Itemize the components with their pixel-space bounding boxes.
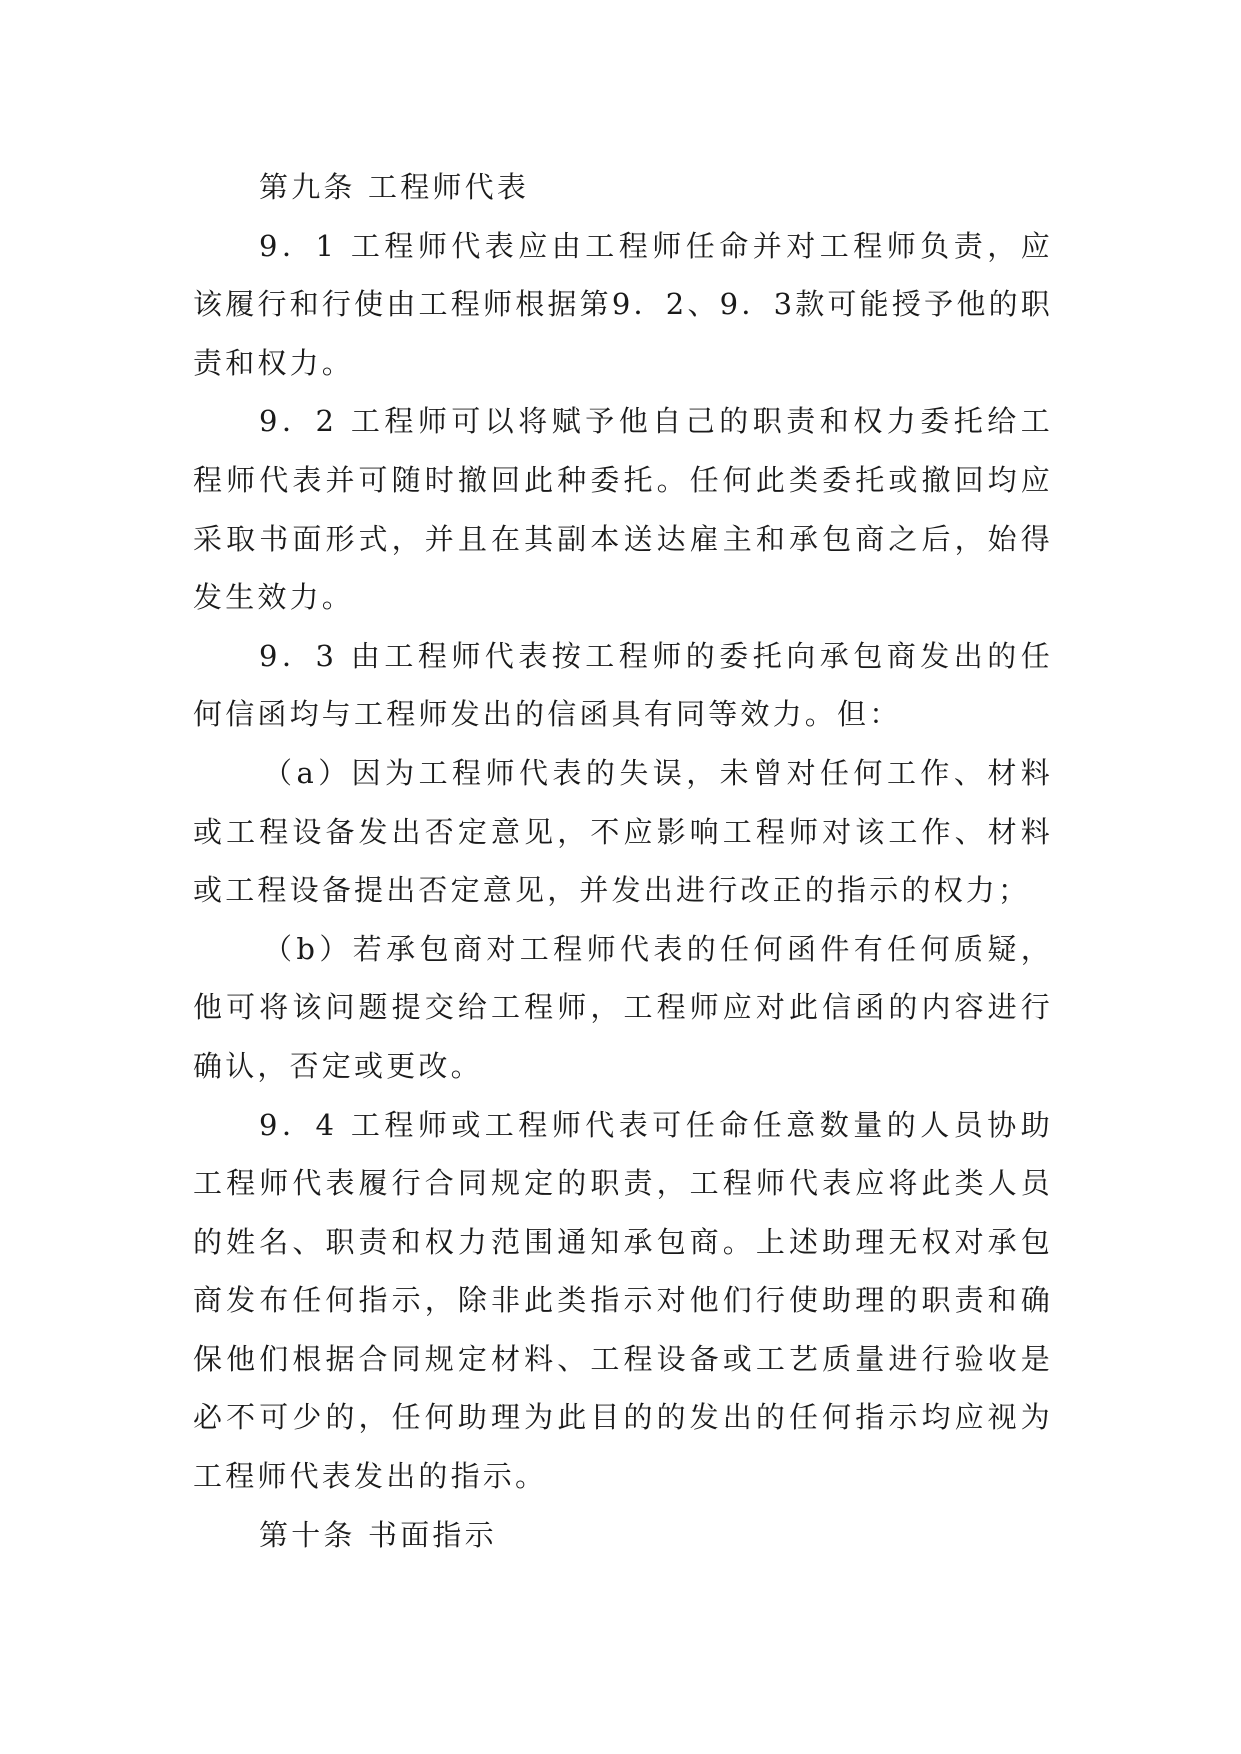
article-10-heading: 第十条 书面指示 — [259, 1517, 497, 1552]
clause-9-1: 9．1 工程师代表应由工程师任命并对工程师负责，应该履行和行使由工程师根据第9．2、9．3款可能授予他的职责和权力。 — [193, 228, 1053, 380]
clause-9-4: 9．4 工程师或工程师代表可任命任意数量的人员协助工程师代表履行合同规定的职责，工程师代表应将此类人员的姓名、职责和权力范围通知承包商。上述助理无权对承包商发布任何指示，除非此类指示对他们行使助理的职责和确保他们根据合同规定材料、工程设备或工艺质量进行验收是必不可少的，任何助理为此目的的发出的任何指示均应视为工程师代表发出的指示。 — [193, 1107, 1053, 1494]
document-body — [193, 158, 1053, 1564]
clause-9-3-b: （b）若承包商对工程师代表的任何函件有任何质疑，他可将该问题提交给工程师，工程师应对此信函的内容进行确认，否定或更改。 — [193, 931, 1053, 1083]
article-9-heading: 第九条 工程师代表 — [259, 170, 530, 204]
clause-9-3-a: （a）因为工程师代表的失误，未曾对任何工作、材料或工程设备发出否定意见，不应影响工程师对该工作、材料或工程设备提出否定意见，并发出进行改正的指示的权力； — [193, 755, 1053, 908]
clause-9-2: 9．2 工程师可以将赋予他自己的职责和权力委托给工程师代表并可随时撤回此种委托。任何此类委托或撤回均应采取书面形式，并且在其副本送达雇主和承包商之后，始得发生效力。 — [193, 404, 1053, 615]
clause-9-3: 9．3 由工程师代表按工程师的委托向承包商发出的任何信函均与工程师发出的信函具有同等效力。但： — [193, 638, 1053, 732]
